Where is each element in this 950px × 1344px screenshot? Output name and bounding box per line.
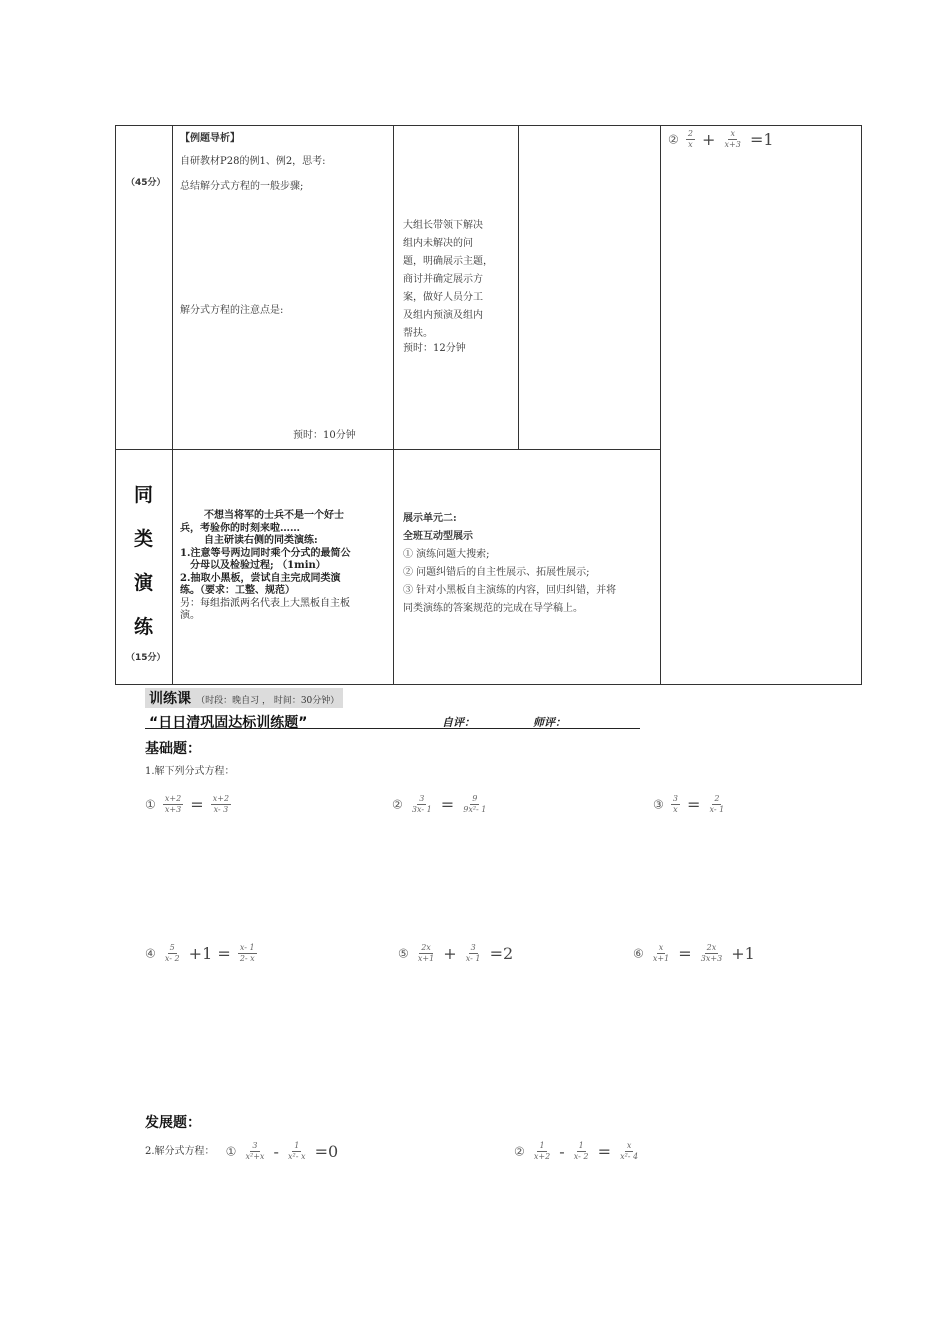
example-line-3: 解分式方程的注意点是: (180, 305, 284, 316)
operator: = (687, 795, 701, 814)
fraction: $\frac{3}{x}$ (672, 794, 678, 814)
operator: + (702, 130, 716, 149)
table-border-left (115, 125, 116, 685)
fraction: $\frac{3}{\text{x²+x}}$ (245, 1141, 265, 1161)
exercise-title-line (145, 712, 640, 729)
equation-rhs: =0 (314, 1142, 339, 1161)
group-text-line: 商讨并确定展示方 (403, 274, 483, 285)
operator: = (190, 795, 204, 814)
equation-number: ① (145, 797, 156, 812)
practice-note-line: 演。 (180, 610, 200, 621)
display-item: ② 问题纠错后的自主性展示、拓展性展示; (403, 567, 590, 578)
group-time: 预时：12分钟 (403, 343, 466, 354)
operator: = (440, 795, 455, 814)
table-divider-col2 (393, 125, 394, 685)
display-item: 同类演练的答案规范的完成在导学稿上。 (403, 603, 583, 614)
fraction: $\frac{2}{x- 1}$ (709, 794, 725, 814)
basic-equation-6 (633, 943, 755, 964)
operator: = (597, 1142, 611, 1161)
row2-time-label: （15分） (126, 653, 166, 663)
basic-equation-3 (653, 794, 728, 815)
table-divider-col3 (518, 125, 519, 449)
fraction: $\frac{1}{x- 2}$ (573, 1141, 589, 1161)
group-text-line: 帮扶。 (403, 328, 433, 339)
table-divider-col1 (172, 125, 173, 685)
practice-line: 兵，考验你的时刻来啦…… (180, 522, 300, 534)
training-title: 训练课 (149, 691, 191, 707)
equation-number: ① (225, 1144, 237, 1159)
display-unit-title: 展示单元二: (403, 513, 457, 524)
equation-number: ⑤ (398, 946, 409, 961)
practice-note-line: 另：每组指派两名代表上大黑板自主板 (180, 597, 350, 609)
fraction: $\frac{2}{x}$ (687, 129, 693, 149)
table-row-divider (115, 449, 661, 450)
table-border-top (115, 125, 862, 126)
fraction: $\frac{2x}{3x+3}$ (700, 943, 723, 963)
practice-line: 1.注意等号两边同时乘个分式的最简公 (180, 547, 351, 559)
practice-line: 不想当将军的士兵不是一个好士 (204, 510, 344, 521)
equation-rhs: +1 (731, 944, 755, 963)
row2-char-1: 同 (134, 484, 154, 506)
equation-number: ② (514, 1144, 525, 1159)
develop-equation-1 (145, 1141, 338, 1162)
row1-time-label: （45分） (126, 178, 166, 188)
practice-line: 练。（要求：工整、规范） (180, 585, 295, 596)
example-analysis-title: 【例题导析】 (180, 133, 240, 144)
display-item: ③ 针对小黑板自主演练的内容，回归纠错，并将 (403, 585, 617, 596)
fraction: $\frac{3}{3x- 1}$ (411, 794, 432, 814)
equation-number: ② (668, 132, 679, 147)
fraction: $\frac{1}{x+2}$ (533, 1141, 551, 1161)
fraction: $\frac{3}{x- 1}$ (465, 943, 481, 963)
training-header (145, 688, 343, 708)
example-line-1: 自研教材P28的例1、例2，思考: (180, 156, 326, 167)
equation-number: ② (392, 797, 403, 812)
row2-char-4: 练 (134, 616, 154, 638)
display-unit-text (403, 510, 659, 618)
operator: - (273, 1142, 279, 1161)
equation-rhs: =2 (489, 944, 514, 963)
fraction: $\frac{x- 1}{2- x}$ (239, 943, 255, 963)
fraction: $\frac{x}{x+1}$ (652, 943, 670, 963)
table-border-right (861, 125, 862, 685)
fraction: $\frac{x}{\text{x²- 4}}$ (620, 1141, 639, 1161)
right-column-equation (668, 129, 774, 150)
fraction: $\frac{9}{\text{9x²- 1}}$ (463, 794, 487, 814)
table-border-bottom (115, 684, 862, 685)
table-divider-col4 (660, 125, 661, 685)
practice-line: 自主研读右侧的同类演练: (204, 535, 318, 546)
exercise-title: “日日清巩固达标训练题” (149, 715, 308, 731)
develop-heading: 发展题： (145, 1115, 201, 1131)
operator: + (443, 944, 457, 963)
self-eval-label: 自评： (442, 716, 475, 729)
display-unit-subtitle: 全班互动型展示 (403, 531, 473, 542)
practice-line: 2.抽取小黑板，尝试自主完成同类演 (180, 572, 341, 584)
fraction: $\frac{x}{x+3}$ (724, 129, 741, 149)
example-time: 预时：10分钟 (293, 430, 356, 441)
develop-instruction: 2.解分式方程： (145, 1145, 215, 1157)
basic-equation-4 (145, 943, 259, 964)
fraction: $\frac{1}{\text{x²- x}}$ (288, 1141, 306, 1161)
fraction: $\frac{x+2}{x- 3}$ (212, 794, 230, 814)
fraction: $\frac{x+2}{x+3}$ (164, 794, 182, 814)
equation-number: ⑥ (633, 946, 644, 961)
practice-line: 分母以及检验过程; （1min） (190, 560, 326, 571)
training-subtitle: （时段：晚自习 ， 时间：30分钟） (196, 696, 340, 706)
equation-number: ④ (145, 946, 156, 961)
basic-equation-1 (145, 794, 233, 815)
operator: +1 = (188, 944, 231, 963)
group-text-line: 及组内预演及组内 (403, 310, 483, 321)
fraction: $\frac{5}{x- 2}$ (164, 943, 180, 963)
group-discussion-text (403, 217, 513, 343)
develop-equation-2 (514, 1141, 642, 1162)
group-text-line: 大组长带领下解决 (403, 220, 483, 231)
equation-number: ③ (653, 797, 664, 812)
teacher-eval-label: 师评： (533, 716, 566, 729)
basic-instruction: 1.解下列分式方程： (145, 766, 235, 777)
basic-heading: 基础题： (145, 741, 201, 757)
basic-equation-5 (398, 943, 513, 964)
similar-practice-text (180, 510, 390, 623)
row2-char-2: 类 (134, 528, 154, 550)
operator: = (678, 944, 692, 963)
equation-rhs: =1 (749, 130, 774, 149)
row2-char-3: 演 (134, 572, 154, 594)
fraction: $\frac{2x}{x+1}$ (417, 943, 435, 963)
group-text-line: 案，做好人员分工 (403, 292, 483, 303)
operator: - (559, 1142, 565, 1161)
group-text-line: 组内未解决的问 (403, 238, 473, 249)
group-text-line: 题，明确展示主题， (403, 256, 493, 267)
example-line-2: 总结解分式方程的一般步骤; (180, 181, 304, 192)
basic-equation-2 (392, 794, 490, 815)
display-item: ① 演练问题大搜索; (403, 549, 490, 560)
